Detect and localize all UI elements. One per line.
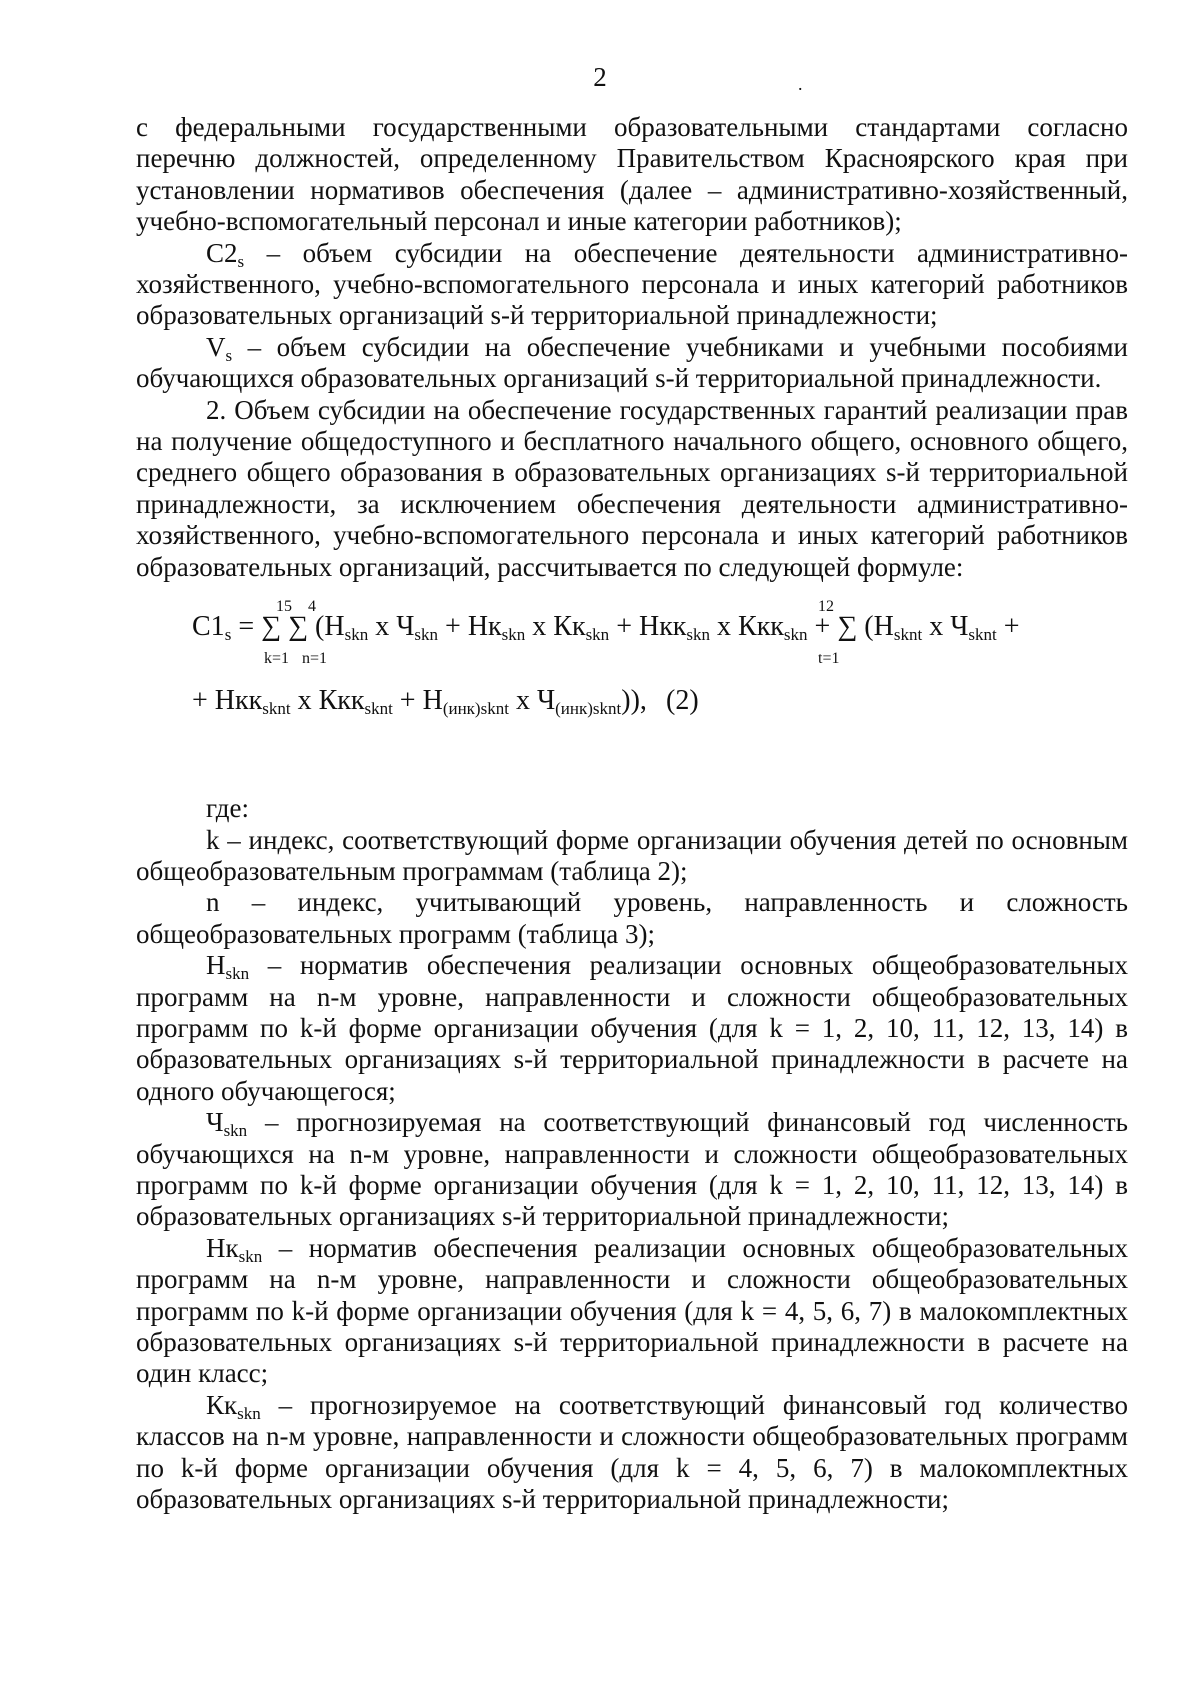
symbol-ch-sub: skn (223, 1121, 248, 1141)
symbol-v-sub: s (225, 345, 233, 365)
formula-line-1-body: = ∑ ∑ ($H_{skn}$ x $Ч_{skn} + Hк_{skn}$ x $Кк_{skn} + Hкк_{skn}$ x Ккк$_{skn}$ + ∑ ($H_{sknt}$ x $Ч_{sknt}$ + (238, 611, 1020, 645)
sum2-upper: 4 (308, 598, 316, 616)
sum3-upper: 12 (818, 598, 834, 616)
sum1-lower: k=1 (264, 650, 290, 668)
paragraph-c2s (136, 238, 1128, 332)
vs-definition: – объем субсидии на обеспечение учебниками и учебными пособиями обучающихся образовательных организаций s-й территориальной принадлежности. (136, 331, 1128, 394)
definition-n: n – индекс, учитывающий уровень, направленность и сложность общеобразовательных программ (таблица 3); (136, 887, 1128, 949)
formula-lhs: C1 (192, 611, 225, 643)
definition-chskn (136, 1107, 1128, 1233)
symbol-c2-sub: s (237, 251, 245, 271)
page-dot: . (798, 74, 803, 94)
symbol-ch: Ч (206, 1107, 224, 1138)
page-number: 2 (593, 62, 607, 92)
definition-hkskn (136, 1233, 1128, 1390)
symbol-c2: C2 (206, 237, 238, 268)
hkskn-text: – норматив обеспечения реализации основных общеобразовательных программ на n-м уровне, направленности и сложности общеобразовательных программ по k-й форме организации обучения (для k = 4, 5, 6, 7) в малокомплектных образовательных организациях s-й территориальной принадлежности в расчете на один класс; (136, 1232, 1128, 1389)
sum1-upper: 15 (276, 598, 292, 616)
formula-2 (136, 583, 1128, 793)
c2s-definition: – объем субсидии на обеспечение деятельности административно-хозяйственного, учебно-вспомогательного персонала и иных категорий работников образовательных организаций s-й территориальной принадлежности; (136, 237, 1128, 331)
symbol-v: V (206, 331, 226, 362)
where-label: где: (206, 793, 249, 824)
symbol-kk: Кк (206, 1389, 238, 1420)
paragraph-2: 2. Объем субсидии на обеспечение государственных гарантий реализации прав на получение общедоступного и бесплатного начального общего, основного общего, среднего общего образования в образовательных организациях s-й территориальной принадлежности, за исключением обеспечения деятельности административно-хозяйственного, учебно-вспомогательного персонала и иных категорий работников образовательных организаций, рассчитывается по следующей формуле: (136, 394, 1128, 582)
formula-line-2-body: + Hкк$_{sknt}$ x $Ккк_{sknt} + H_{(инк)sknt}$ x $Ч_{(инк)sknt}$)), (192, 685, 647, 719)
formula-number: (2) (666, 685, 699, 717)
symbol-kk-sub: skn (237, 1403, 261, 1423)
formula-line-2 (192, 685, 647, 719)
sum2-lower: n=1 (302, 650, 328, 668)
formula-lhs-sub: s (224, 625, 232, 645)
chskn-text: – прогнозируемая на соответствующий финансовый год численность обучающихся на n-м уровне, направленности и сложности общеобразовательных программ по k-й форме организации обучения (для k = 1, 2, 10, 11, 12, 13, 14) в образовательных организациях s-й территориальной принадлежности; (136, 1107, 1128, 1232)
symbol-hk: Hк (206, 1232, 239, 1263)
symbol-h: H (206, 950, 226, 981)
definition-hskn (136, 950, 1128, 1107)
hskn-text: – норматив обеспечения реализации основных общеобразовательных программ на n-м уровне, направленности и сложности общеобразовательных программ по k-й форме организации обучения (для k = 1, 2, 10, 11, 12, 13, 14) в образовательных организациях s-й территориальной принадлежности в расчете на одного обучающегося; (136, 950, 1128, 1106)
definition-kkskn (136, 1390, 1128, 1516)
sum3-lower: t=1 (818, 650, 840, 668)
kkskn-text: – прогнозируемое на соответствующий финансовый год количество классов на n-м уровне, направленности и сложности общеобразовательных программ по k-й форме организации обучения (для k = 4, 5, 6, 7) в малокомплектных образовательных организациях s-й территориальной принадлежности; (136, 1389, 1128, 1515)
symbol-hk-sub: skn (238, 1246, 263, 1266)
formula-line-1 (192, 611, 1020, 645)
symbol-h-sub: skn (225, 964, 250, 984)
paragraph-1: с федеральными государственными образовательными стандартами согласно перечню должностей, определенному Правительством Красноярского края при установлении нормативов обеспечения (далее – административно-хозяйственный, учебно-вспомогательный персонал и иные категории работников); (136, 112, 1128, 237)
definition-k: k – индекс, соответствующий форме организации обучения детей по основным общеобразовательным программам (таблица 2); (136, 824, 1128, 886)
paragraph-vs (136, 332, 1128, 395)
document-body (136, 112, 1128, 1515)
